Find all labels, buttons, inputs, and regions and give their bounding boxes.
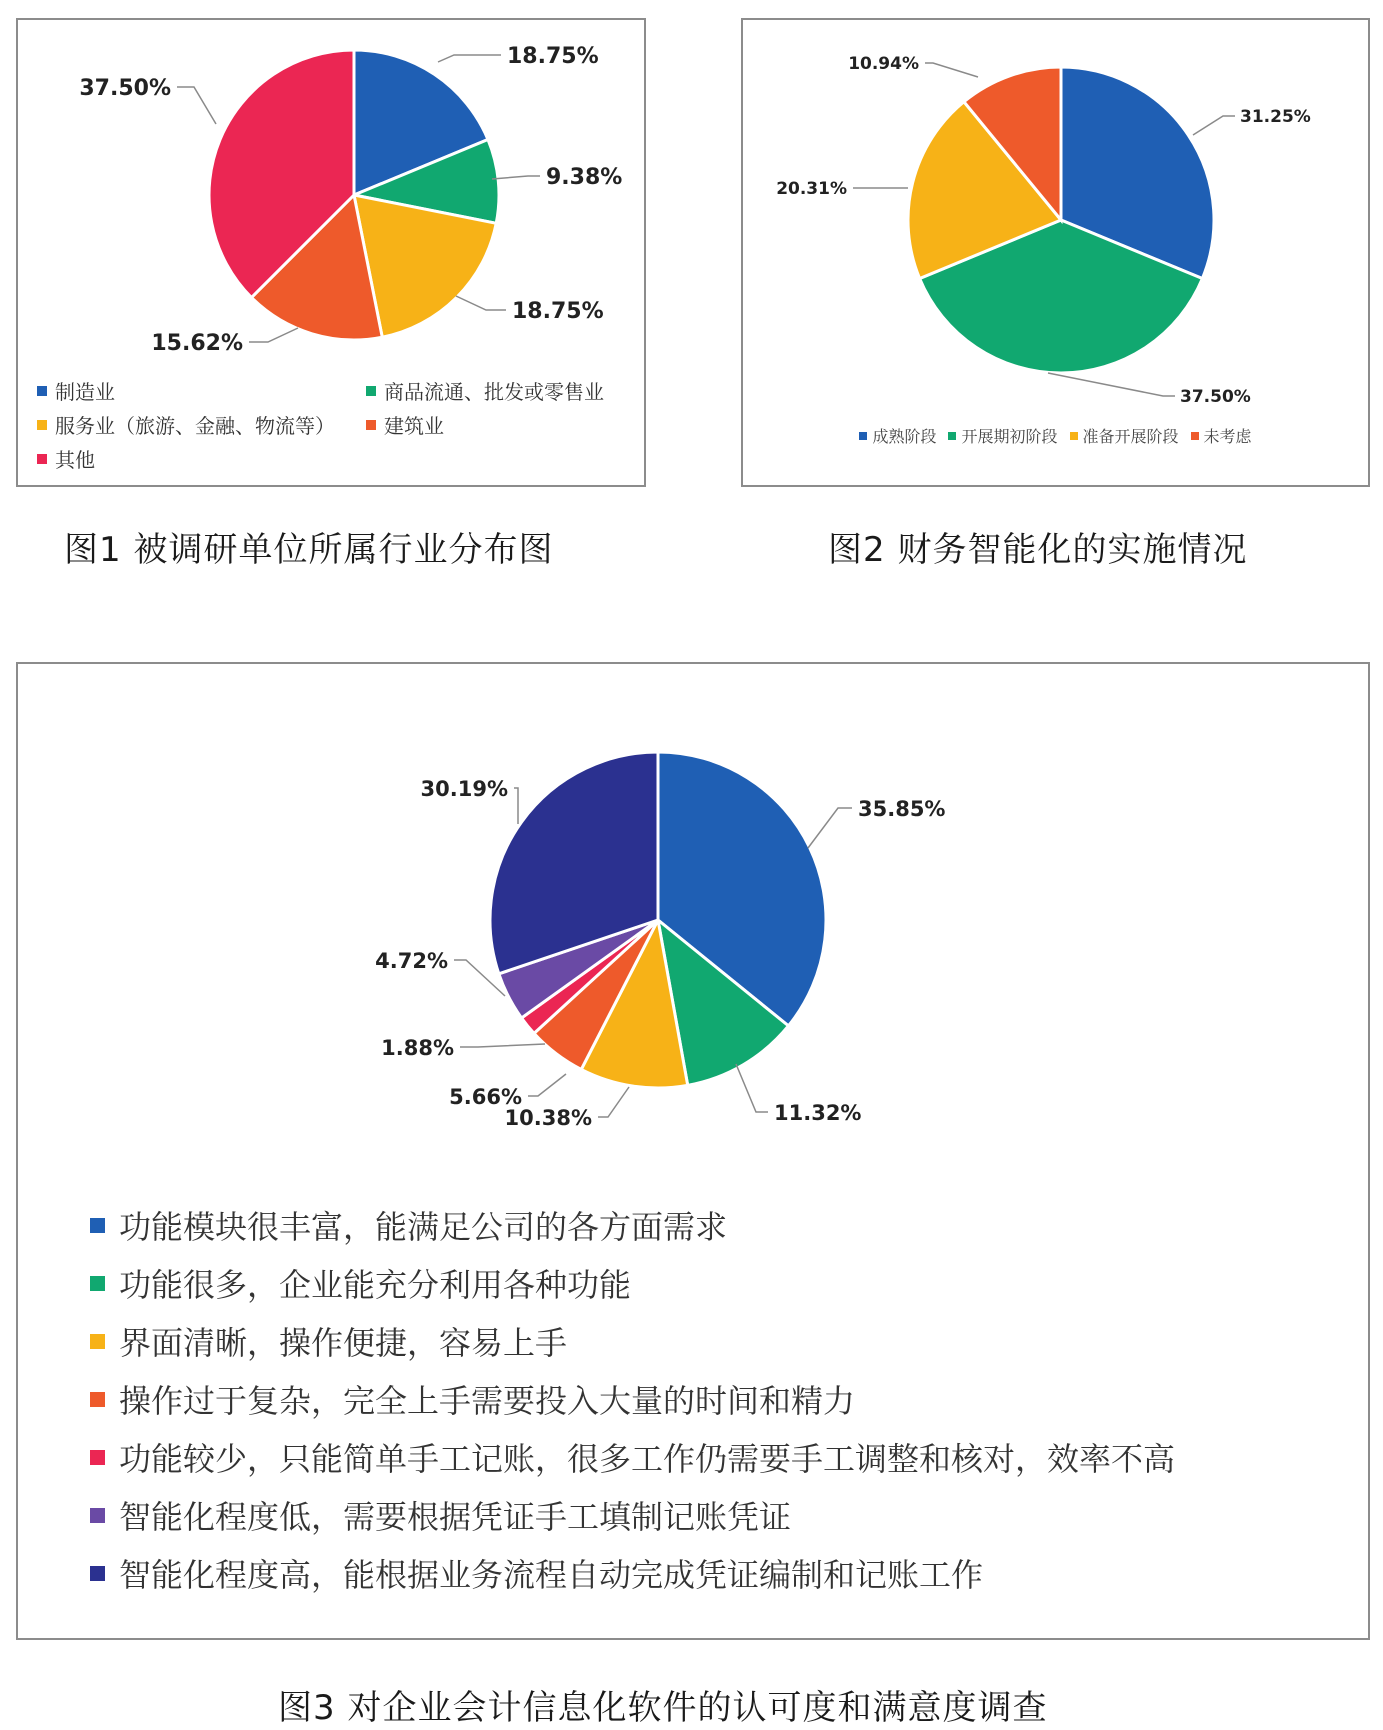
chart3-caption: 图3 对企业会计信息化软件的认可度和满意度调查	[278, 1688, 1048, 1728]
leader-line	[925, 63, 978, 77]
legend-swatch	[948, 432, 956, 440]
leader-line	[514, 788, 518, 824]
chart1-legend-item	[366, 376, 604, 405]
chart1-legend-item	[37, 444, 95, 473]
legend-label: 功能很多，企业能充分利用各种功能	[119, 1266, 632, 1304]
legend-label: 智能化程度低，需要根据凭证手工填制记账凭证	[119, 1498, 792, 1536]
chart2-legend-item	[859, 424, 936, 447]
chart2-legend-item	[948, 424, 1057, 447]
legend-swatch	[37, 386, 47, 396]
legend-swatch	[90, 1334, 105, 1349]
data-label: 37.50%	[79, 76, 171, 101]
legend-label: 成熟阶段	[872, 427, 937, 446]
legend-label: 商品流通、批发或零售业	[384, 380, 604, 404]
legend-label: 功能较少，只能简单手工记账，很多工作仍需要手工调整和核对，效率不高	[119, 1440, 1176, 1478]
data-label: 1.88%	[381, 1036, 454, 1060]
data-label: 30.19%	[420, 777, 508, 801]
leader-line	[249, 328, 298, 342]
chart1-legend-item	[37, 376, 115, 405]
chart2-pie	[743, 20, 1372, 489]
chart3-legend-item	[90, 1318, 567, 1364]
legend-swatch	[90, 1218, 105, 1233]
leader-line	[808, 808, 852, 848]
data-label: 15.62%	[151, 331, 243, 356]
legend-swatch	[90, 1508, 105, 1523]
chart1-caption: 图1 被调研单位所属行业分布图	[64, 530, 554, 570]
legend-label: 其他	[55, 448, 95, 472]
legend-swatch	[37, 454, 47, 464]
legend-label: 服务业（旅游、金融、物流等）	[55, 414, 335, 438]
data-label: 10.94%	[848, 54, 919, 74]
legend-swatch	[366, 420, 376, 430]
legend-swatch	[1070, 432, 1078, 440]
data-label: 18.75%	[507, 44, 599, 69]
legend-swatch	[90, 1450, 105, 1465]
legend-label: 未考虑	[1203, 427, 1252, 446]
data-label: 4.72%	[375, 949, 448, 973]
data-label: 31.25%	[1240, 107, 1311, 127]
chart3-legend-item	[90, 1434, 1175, 1480]
legend-label: 建筑业	[384, 414, 444, 438]
chart2-frame	[741, 18, 1370, 487]
legend-swatch	[90, 1276, 105, 1291]
legend-label: 开展期初阶段	[961, 427, 1058, 446]
chart2-legend-item	[1191, 424, 1252, 447]
legend-swatch	[1191, 432, 1199, 440]
chart3-legend-item	[90, 1260, 631, 1306]
leader-line	[598, 1087, 629, 1117]
chart3-legend-item	[90, 1492, 791, 1538]
legend-label: 操作过于复杂，完全上手需要投入大量的时间和精力	[119, 1382, 856, 1420]
data-label: 18.75%	[512, 299, 604, 324]
leader-line	[456, 296, 506, 310]
leader-line	[438, 55, 501, 62]
chart1-legend-item	[37, 410, 335, 439]
data-label: 5.66%	[449, 1085, 522, 1109]
leader-line	[1193, 116, 1235, 135]
legend-label: 准备开展阶段	[1082, 427, 1179, 446]
chart2-caption: 图2 财务智能化的实施情况	[828, 530, 1248, 570]
legend-label: 智能化程度高，能根据业务流程自动完成凭证编制和记账工作	[119, 1556, 984, 1594]
leader-line	[177, 87, 216, 124]
legend-label: 制造业	[55, 380, 115, 404]
data-label: 20.31%	[776, 179, 847, 199]
chart3-legend-item	[90, 1376, 855, 1422]
legend-swatch	[859, 432, 867, 440]
legend-swatch	[90, 1392, 105, 1407]
legend-swatch	[90, 1566, 105, 1581]
chart3-frame	[16, 662, 1370, 1640]
chart1-legend-item	[366, 410, 444, 439]
data-label: 10.38%	[504, 1106, 592, 1130]
chart3-legend-item	[90, 1202, 727, 1248]
chart3-legend-item	[90, 1550, 983, 1596]
leader-line	[736, 1064, 768, 1112]
data-label: 35.85%	[858, 797, 946, 821]
chart1-frame	[16, 18, 646, 487]
data-label: 9.38%	[546, 165, 623, 190]
leader-line	[528, 1074, 566, 1096]
legend-swatch	[37, 420, 47, 430]
leader-line	[460, 1044, 545, 1047]
data-label: 37.50%	[1180, 387, 1251, 407]
legend-label: 界面清晰，操作便捷，容易上手	[119, 1324, 568, 1362]
legend-swatch	[366, 386, 376, 396]
chart2-legend-item	[1070, 424, 1179, 447]
data-label: 11.32%	[774, 1101, 862, 1125]
leader-line	[1048, 373, 1175, 396]
legend-label: 功能模块很丰富，能满足公司的各方面需求	[119, 1208, 728, 1246]
